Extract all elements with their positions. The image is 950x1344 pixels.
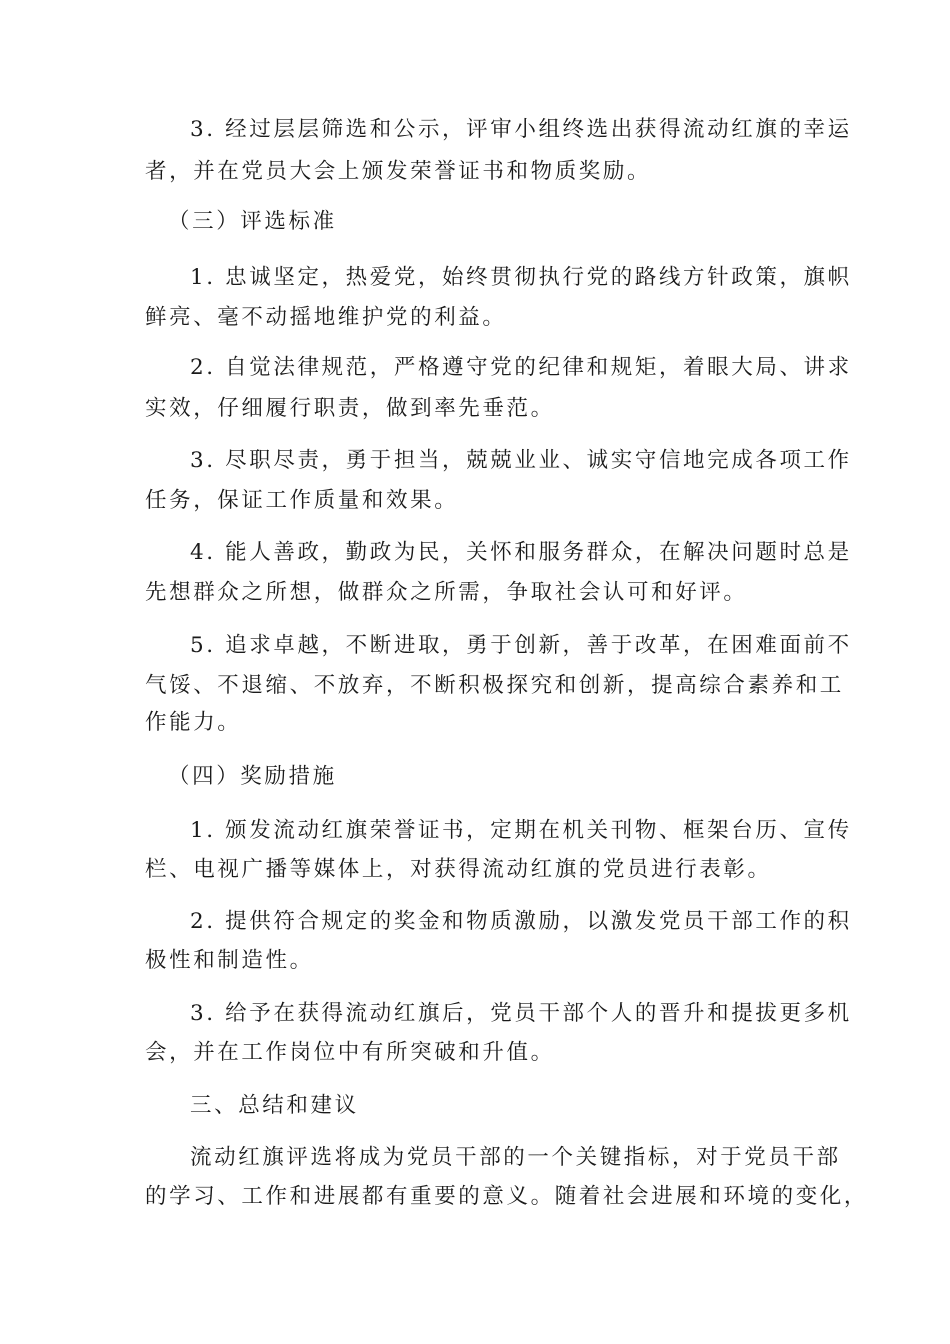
paragraph-line: 鲜亮、毫不动摇地维护党的利益。 (145, 305, 507, 330)
paragraph-line: 2. 提供符合规定的奖金和物质激励，以激发党员干部工作的积 (190, 909, 852, 934)
paragraph-line: 作能力。 (145, 710, 242, 735)
section-heading: （四）奖励措施 (168, 764, 337, 789)
paragraph-line: 会，并在工作岗位中有所突破和升值。 (145, 1040, 555, 1065)
paragraph-line: 先想群众之所想，做群众之所需，争取社会认可和好评。 (145, 580, 748, 605)
paragraph-line: 3. 尽职尽责，勇于担当，兢兢业业、诚实守信地完成各项工作 (190, 448, 852, 473)
paragraph-line: 实效，仔细履行职责，做到率先垂范。 (145, 396, 555, 421)
paragraph-line: 3. 经过层层筛选和公示，评审小组终选出获得流动红旗的幸运 (190, 117, 852, 142)
section-heading: （三）评选标准 (168, 209, 337, 234)
paragraph-line: 栏、电视广播等媒体上，对获得流动红旗的党员进行表彰。 (145, 857, 772, 882)
paragraph-line: 1. 忠诚坚定，热爱党，始终贯彻执行党的路线方针政策，旗帜 (190, 265, 852, 290)
paragraph-line: 流动红旗评选将成为党员干部的一个关键指标，对于党员干部 (190, 1145, 841, 1170)
paragraph-line: 5. 追求卓越，不断进取，勇于创新，善于改革，在困难面前不 (190, 633, 852, 658)
paragraph-line: 1. 颁发流动红旗荣誉证书，定期在机关刊物、框架台历、宣传 (190, 818, 852, 843)
paragraph-line: 3. 给予在获得流动红旗后，党员干部个人的晋升和提拔更多机 (190, 1001, 852, 1026)
paragraph-line: 的学习、工作和进展都有重要的意义。随着社会进展和环境的变化， (145, 1184, 869, 1209)
section-heading: 三、总结和建议 (190, 1093, 359, 1118)
paragraph-line: 4. 能人善政，勤政为民，关怀和服务群众，在解决问题时总是 (190, 540, 852, 565)
paragraph-line: 极性和制造性。 (145, 948, 314, 973)
paragraph-line: 者，并在党员大会上颁发荣誉证书和物质奖励。 (145, 159, 652, 184)
paragraph-line: 任务，保证工作质量和效果。 (145, 488, 459, 513)
paragraph-line: 2. 自觉法律规范，严格遵守党的纪律和规矩，着眼大局、讲求 (190, 355, 852, 380)
paragraph-line: 气馁、不退缩、不放弃，不断积极探究和创新，提高综合素养和工 (145, 673, 844, 698)
